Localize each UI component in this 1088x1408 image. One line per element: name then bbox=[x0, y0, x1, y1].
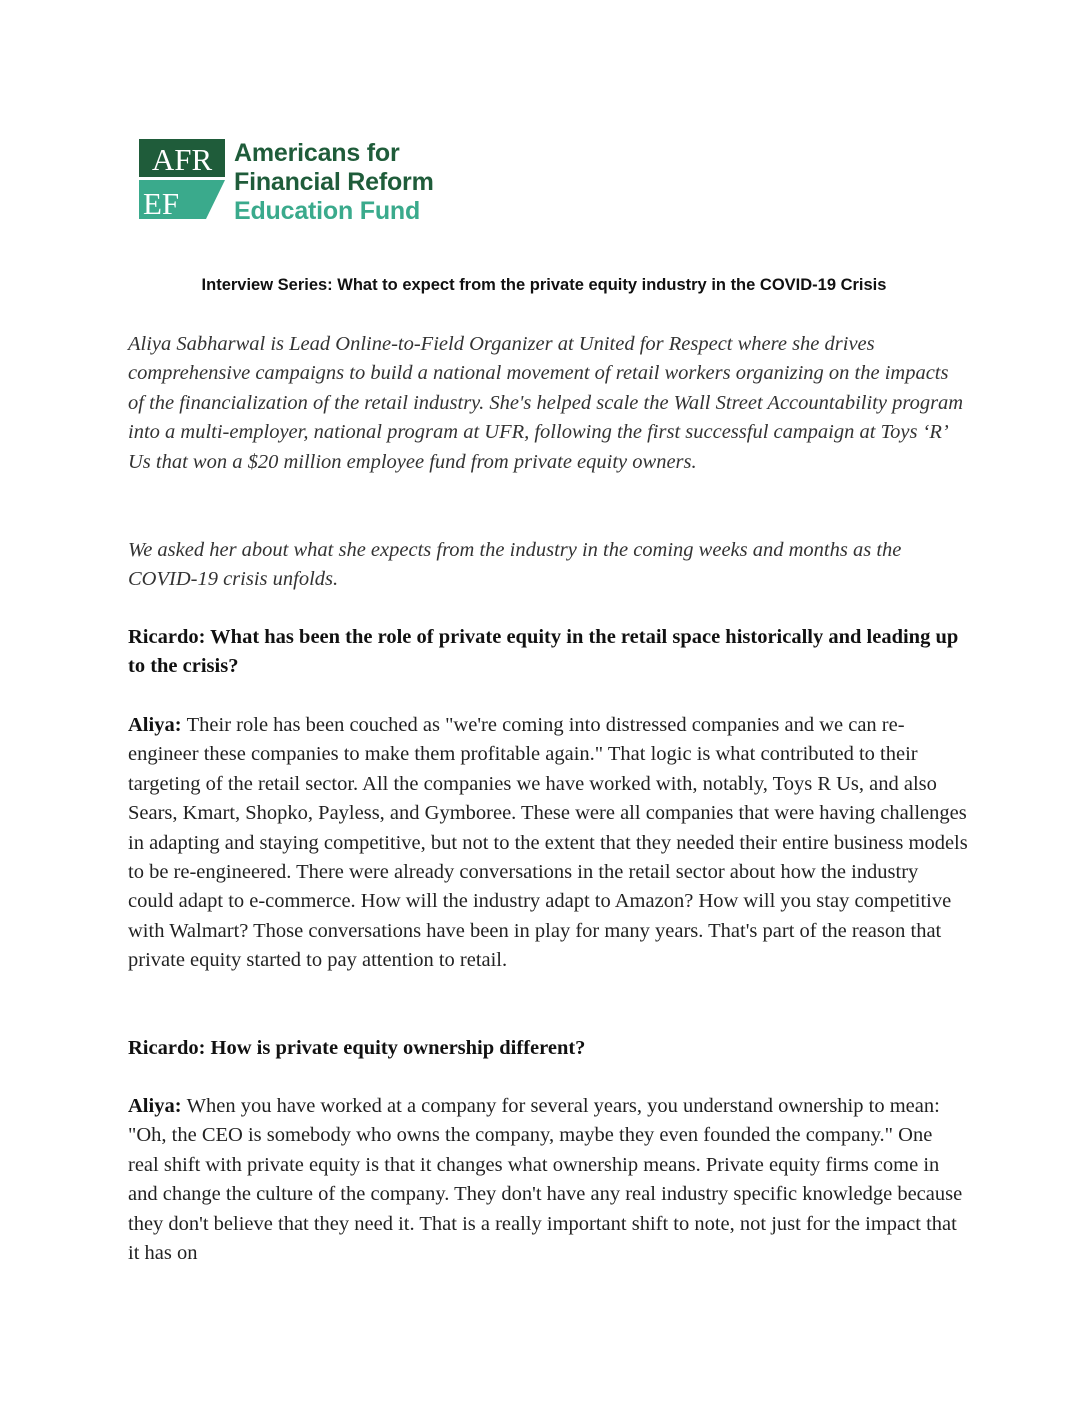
page-title: Interview Series: What to expect from the private equity industry in the COVID-19 Crisis bbox=[201, 276, 887, 294]
logo-line-2: Financial Reform bbox=[234, 168, 434, 196]
intro-asked: We asked her about what she expects from the industry in the coming weeks and months as the COVID-19 crisis unfolds. bbox=[128, 539, 902, 591]
logo-mark-top-text: AFR bbox=[151, 142, 213, 177]
afr-logo bbox=[139, 139, 479, 225]
logo-line-1: Americans for bbox=[234, 139, 400, 167]
question-2: Ricardo: How is private equity ownership different? bbox=[128, 1037, 586, 1059]
logo-line-3: Education Fund bbox=[234, 197, 421, 225]
answer-2-speaker: Aliya: bbox=[128, 1095, 187, 1117]
answer-1-speaker: Aliya: bbox=[128, 714, 187, 736]
answer-2 bbox=[128, 1092, 968, 1268]
answer-1 bbox=[128, 711, 968, 976]
question-1: Ricardo: What has been the role of private equity in the retail space historically and leading up to the crisis? bbox=[128, 626, 959, 678]
logo-mark-bottom-text: EF bbox=[143, 186, 180, 219]
intro-bio: Aliya Sabharwal is Lead Online-to-Field Organizer at United for Respect where she drives comprehensive campaigns to build a national movement of retail workers organizing on the impacts of the financialization of the retail industry. She's helped scale the Wall Street Accountability program into a multi-employer, national program at UFR, following the first successful campaign at Toys ‘R’ Us that won a $20 million employee fund from private equity owners. bbox=[128, 333, 964, 473]
answer-1-text: Their role has been couched as "we're coming into distressed companies and we can re-engineer these companies to make them profitable again." That logic is what contributed to their targeting of the retail sector. All the companies we have worked with, notably, Toys R Us, and also Sears, Kmart, Shopko, Payless, and Gymboree. These were all companies that were having challenges in adapting and staying competitive, but not to the extent that they needed their entire business models to be re-engineered. There were already conversations in the retail sector about how the industry could adapt to e-commerce. How will the industry adapt to Amazon? How will you stay competitive with Walmart? Those conversations have been in play for many years. That's part of the reason that private equity started to pay attention to retail. bbox=[128, 714, 968, 972]
answer-2-text: When you have worked at a company for several years, you understand ownership to mean: "Oh, the CEO is somebody who owns the company, maybe they even founded the company." One real shift with private equity is that it changes what ownership means. Private equity firms come in and change the culture of the company. They don't have any real industry specific knowledge because they don't believe that they need it. That is a really important shift to note, not just for the impact that it has on bbox=[128, 1095, 963, 1265]
afr-ef-logo-mark bbox=[139, 139, 225, 219]
logo-wordmark bbox=[234, 139, 434, 226]
